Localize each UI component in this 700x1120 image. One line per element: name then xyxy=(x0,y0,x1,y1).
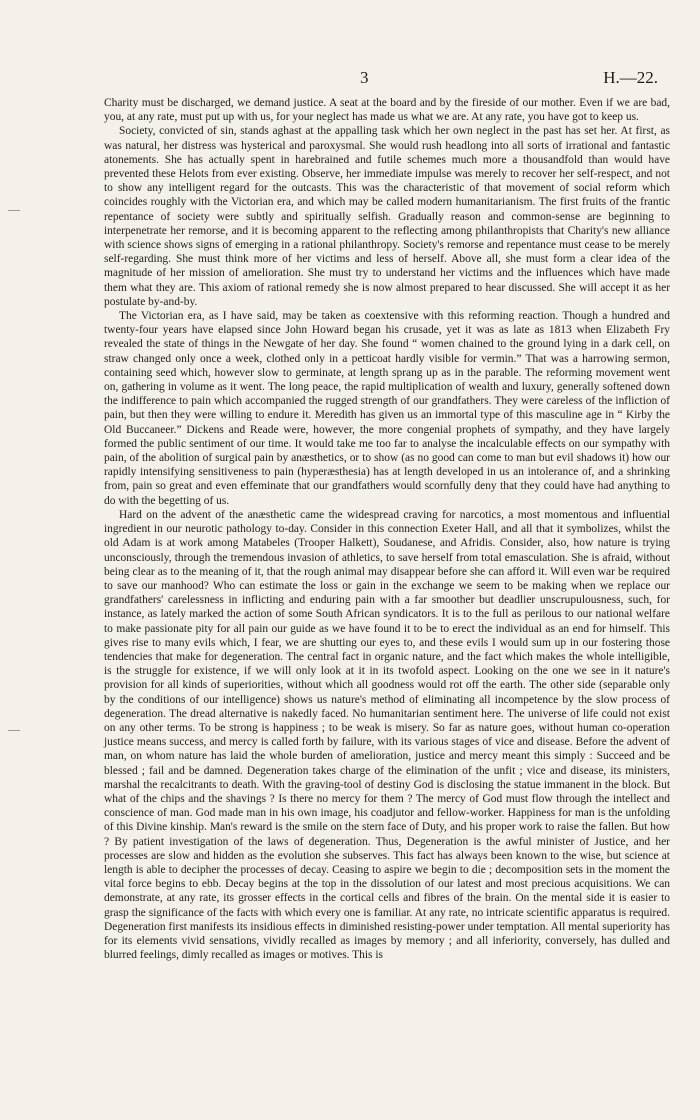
paragraph: The Victorian era, as I have said, may be taken as coextensive with this reforming reaction. Though a hundred and twenty-four years have elapsed since John Howard began his crusade, yet it was as late as 1813 when Elizabeth Fry revealed the state of things in the Newgate of her day. She found “ women chained to the ground lying in a dark cell, on straw changed only once a week, clothed only in a petticoat hardly visible for vermin.” That was a harrowing sermon, containing seed which, however slow to germinate, at length sprang up as in the parable. The reforming movement went on, gathering in volume as it went. The long peace, the rapid multiplication of wealth and luxury, generally softened down the indifference to pain which accompanied the rugged strength of our grandfathers. They were careless of the infliction of pain, but then they were willing to endure it. Meredith has given us an immortal type of this masculine age in “ Kirby the Old Buccaneer.” Dickens and Reade were, however, the more congenial prophets of sympathy, and they have largely formed the public sentiment of our time. It would take me too far to analyse the incalculable effects on our sympathy with pain, of the abolition of surgical pain by anæsthetics, or to show (as no good can come to man but evil shadows it) how our rapidly intensifying sensitiveness to pain (hyperæsthesia) has at length developed in us an intolerance of, and a shrinking from, pain so great and even effeminate that our grandfathers would scornfully deny that they could have had anything to do with the begetting of us. xyxy=(104,310,670,507)
margin-mark xyxy=(8,210,20,211)
paragraph: Charity must be discharged, we demand justice. A seat at the board and by the fireside of our mother. Even if we are bad, you, at any rate, must put up with us, for your neglect has made us what we are. At any rate, you have got to keep us. xyxy=(104,97,670,124)
paragraph: Hard on the advent of the anæsthetic came the widespread craving for narcotics, a most momentous and influential ingredient in our neurotic pathology to-day. Consider in this connection Exeter Hall, and all that it symbolizes, whilst the old Adam is at work among Matabeles (Trooper Halkett), Soudanese, and Afridis. Consider, also, how nature is trying unconsciously, through the tremendous invasion of athletics, to save herself from total emasculation. She is afraid, without being clear as to the meaning of it, that the rough animal may disappear before she can afford it. Will even war be required to save our manhood? Who can estimate the loss or gain in the exchange we seem to be making when we replace our grandfathers' carelessness in inflicting and enduring pain with a far smoother but deadlier unscrupulousness, such, for instance, as lately marked the action of some South African syndicators. It is to the full as perilous to our national welfare to make passionate pity for all pain our guide as we have found it to be to erect the individual as an end for himself. This gives rise to many evils which, I fear, we are shutting our eyes to, and these evils I would sum up in our fostering those tendencies that make for degeneration. The central fact in organic nature, and the fact which makes the whole intelligible, is the struggle for existence, if we will only look at it in its twofold aspect. Looking on the one we see in it nature's provision for all kinds of superiorities, without which all goodness would rot off the earth. The other side (separable only by the conditions of our intelligence) shows us nature's method of eliminating all incompetence by the slow process of degeneration. The dread alternative is nakedly faced. No humanitarian sentiment here. The universe of life could not exist on any other terms. To be strong is happiness ; to be weak is misery. So far as nature goes, without human co-operation justice means success, and mercy is called forth by failure, with its various stages of vice and disease. Before the advent of man, on whom nature has laid the whole burden of amelioration, justice and mercy meant this simply : Succeed and be blessed ; fail and be damned. Degeneration takes charge of the elimination of the unfit ; vice and disease, its ministers, marshal the recalcitrants to death. With the graving-tool of destiny God is disclosing the statue immanent in the block. But what of the chips and the shavings ? Is there no mercy for them ? The mercy of God must flow through the intellect and conscience of man. God made man in his own image, his coadjutor and fellow-worker. Happiness for man is the unfolding of this Divine kinship. Man's reward is the smile on the stern face of Duty, and his proper work to raise the fallen. But how ? By patient investigation of the laws of degeneration. Thus, Degeneration is the awful minister of Justice, and her processes are slow and hidden as the evolution she subserves. This fact has always been known to the wise, but science at length is able to decipher the processes of decay. Ceasing to aspire we begin to die ; decomposition sets in the moment the vital force begins to ebb. Decay begins at the top in the dissolution of our latest and most precious acquisitions. We can demonstrate, at any rate, its grosser effects in the cortical cells and fibres of the brain. On the mental side it is easier to grasp the significance of the facts with which every one is familiar. At any rate, no intricate scientific apparatus is required. Degeneration first manifests its insidious effects in diminished resisting-power under temptation. All mental superiority has for its elements vivid sensations, vividly recalled as images by memory ; and all inferiority, conversely, has dulled and blurred feelings, dimly recalled as images or motives. This is xyxy=(104,508,670,962)
page-number: 3 xyxy=(360,68,369,87)
paragraph: Society, convicted of sin, stands aghast at the appalling task which her own neglect in the past has set her. At first, as was natural, her distress was hysterical and paroxysmal. She would rush headlong into all sorts of irrational and fantastic atonements. She has actually spent in harebrained and futile schemes much more a thousandfold than would have prevented these Helots from ever existing. Observe, her immediate impulse was merely to recover her self-respect, and not to show any intelligent regard for the outcasts. This was the characteristic of that movement of social reform which coincides roughly with the Victorian era, and which may be called modern humanitarianism. The first fruits of the frantic repentance of society were subtly and spiritually selfish. Gradually reason and common-sense are beginning to interpenetrate her remorse, and it is becoming apparent to the reflecting among philanthropists that Charity's new alliance with science shows signs of emerging in a rational philanthropy. Society's remorse and repentance must cease to be merely self-regarding. She must think more of her victims and less of herself. Above all, she must form a clear idea of the magnitude of her mission of amelioration. She must try to understand her victims and the influences which have made them what they are. This axiom of rational remedy she is now almost prepared to hear discussed. She will accept it as her postulate by-and-by. xyxy=(104,125,670,308)
document-reference: H.—22. xyxy=(603,68,658,87)
margin-mark xyxy=(8,730,20,731)
body-text xyxy=(104,96,670,962)
